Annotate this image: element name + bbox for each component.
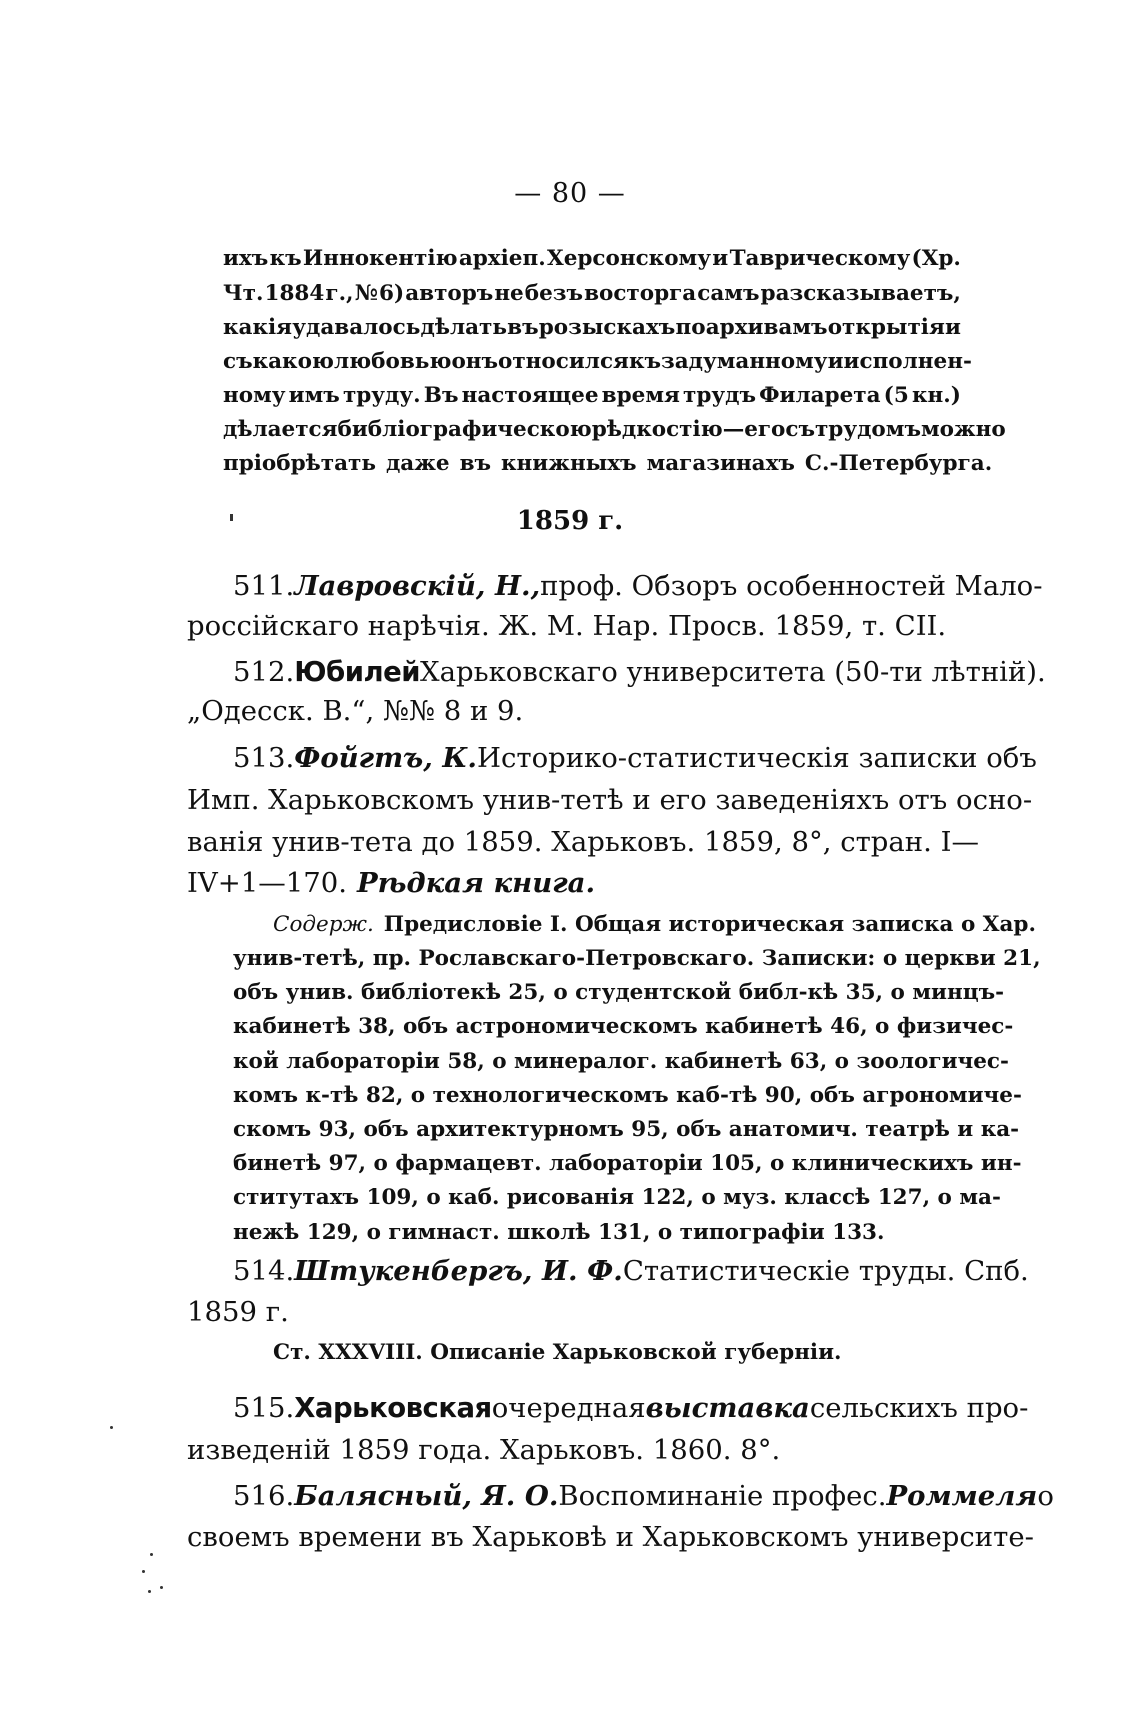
contents-first-line bbox=[273, 912, 1036, 937]
intro-word: открытія bbox=[827, 315, 945, 340]
entry-513-line-1 bbox=[233, 742, 1037, 774]
contents-text: ститутахъ 109, о каб. рисованія 122, о муз. классѣ 127, о ма- bbox=[233, 1185, 1001, 1210]
intro-word: разсказываетъ, bbox=[760, 281, 961, 306]
contents-line bbox=[233, 1014, 1014, 1039]
author-name: Балясный, Я. О. bbox=[294, 1480, 559, 1512]
entry-text: изведеній 1859 года. Харьковъ. 1860. 8°. bbox=[187, 1434, 781, 1466]
intro-word: розыскахъ bbox=[538, 315, 676, 340]
intro-line bbox=[223, 246, 961, 271]
intro-word: архіеп. bbox=[458, 246, 546, 271]
entry-text: Историко-статистическія записки объ bbox=[476, 742, 1037, 774]
intro-word: и bbox=[945, 315, 961, 340]
intro-word: рѣдкостію—его bbox=[591, 417, 786, 442]
entry-text: Имп. Харьковскомъ унив-тетѣ и его заведеніяхъ отъ осно- bbox=[187, 784, 1033, 816]
contents-text: кабинетѣ 38, объ астрономическомъ кабинетѣ 46, о физичес- bbox=[233, 1014, 1014, 1039]
entry-513-line-4 bbox=[187, 867, 961, 899]
intro-word: какія bbox=[223, 315, 293, 340]
intro-word: ихъ bbox=[223, 246, 269, 271]
entry-heading-word: Юбилей bbox=[294, 656, 421, 688]
intro-word: Таврическому bbox=[729, 246, 911, 271]
contents-line bbox=[233, 1151, 1022, 1176]
author-name: Штукенбергъ, И. Ф. bbox=[294, 1255, 623, 1287]
intro-word: безъ bbox=[524, 281, 584, 306]
intro-word: кн.) bbox=[911, 383, 961, 408]
intro-word: по bbox=[675, 315, 706, 340]
entry-text: своемъ времени въ Харьковѣ и Харьковскомъ университе- bbox=[187, 1521, 1034, 1553]
entry-text: 1859 г. bbox=[187, 1296, 289, 1328]
emphasized-word: выставка bbox=[645, 1392, 810, 1424]
intro-line bbox=[223, 281, 961, 306]
contents-text: унив-тетѣ, пр. Рославскаго-Петровскаго. Записки: о церкви 21, bbox=[233, 946, 1041, 971]
entry-text: Харьковскаго университета (50-ти лѣтній). bbox=[420, 656, 1046, 688]
entry-text: россійскаго нарѣчія. Ж. М. Нар. Просв. 1859, т. CII. bbox=[187, 610, 947, 642]
contents-line bbox=[233, 1220, 961, 1245]
entry-text: Статистическіе труды. Спб. bbox=[622, 1255, 1029, 1287]
entry-heading-word: Харьковская bbox=[294, 1392, 492, 1424]
intro-word: съ bbox=[785, 417, 815, 442]
entry-511-line-2 bbox=[187, 610, 961, 642]
intro-word: дѣлается bbox=[223, 417, 338, 442]
contents-line bbox=[233, 1049, 1009, 1074]
entry-513-line-2 bbox=[187, 784, 1033, 816]
intro-line bbox=[223, 315, 961, 340]
intro-word: Херсонскому bbox=[547, 246, 711, 271]
contents-text: бинетѣ 97, о фармацевт. лабораторіи 105, о клиническихъ ин- bbox=[233, 1151, 1022, 1176]
entry-514-note bbox=[273, 1340, 961, 1365]
contents-line bbox=[233, 1083, 1022, 1108]
entry-text: ванія унив-тета до 1859. Харьковъ. 1859, 8°, стран. I— bbox=[187, 826, 979, 858]
year-heading: 1859 г. bbox=[516, 506, 624, 536]
intro-word: магазинахъ bbox=[646, 451, 795, 476]
contents-text: скомъ 93, объ архитектурномъ 95, объ анатомич. театрѣ и ка- bbox=[233, 1117, 1020, 1142]
entry-text: о bbox=[1037, 1480, 1054, 1512]
intro-word: Въ bbox=[423, 383, 459, 408]
entry-number: 515. bbox=[233, 1392, 295, 1424]
intro-word: архивамъ bbox=[705, 315, 828, 340]
entry-516-line-1 bbox=[233, 1480, 1054, 1512]
entry-text: „Одесск. В.“, №№ 8 и 9. bbox=[187, 695, 524, 727]
contents-text: Предисловіе I. Общая историческая записка о Хар. bbox=[383, 912, 1036, 937]
contents-text: комъ к-тѣ 82, о технологическомъ каб-тѣ 90, объ агрономиче- bbox=[233, 1083, 1022, 1108]
entry-text: Воспоминаніе профес. bbox=[558, 1480, 887, 1512]
intro-word: (Хр. bbox=[911, 246, 961, 271]
entry-number: 512. bbox=[233, 656, 295, 688]
intro-word: ному bbox=[223, 383, 286, 408]
intro-word: пріобрѣтать bbox=[223, 451, 376, 476]
print-speck bbox=[230, 514, 233, 521]
intro-line bbox=[223, 383, 961, 408]
intro-word: библіографическою bbox=[337, 417, 592, 442]
intro-word: авторъ bbox=[405, 281, 494, 306]
intro-word: Иннокентію bbox=[302, 246, 458, 271]
intro-word: въ bbox=[507, 315, 539, 340]
intro-word: С.-Петербурга. bbox=[804, 451, 993, 476]
intro-word: г., bbox=[325, 281, 354, 306]
intro-word: и bbox=[712, 246, 729, 271]
entry-number: 511. bbox=[233, 570, 295, 602]
intro-line bbox=[223, 451, 993, 476]
contents-label: Содерж. bbox=[273, 912, 374, 937]
print-speck bbox=[142, 1570, 145, 1573]
intro-word: трудъ bbox=[683, 383, 756, 408]
print-speck bbox=[160, 1586, 163, 1589]
author-name: Фойгтъ, К. bbox=[294, 742, 477, 774]
contents-line bbox=[233, 1185, 1001, 1210]
contents-line bbox=[233, 946, 1041, 971]
intro-word: и bbox=[827, 349, 844, 374]
intro-word: дѣлать bbox=[420, 315, 507, 340]
contents-line bbox=[233, 1117, 1020, 1142]
intro-word: Чт. bbox=[223, 281, 264, 306]
entry-number: 514. bbox=[233, 1255, 295, 1287]
intro-word: относился bbox=[498, 349, 629, 374]
intro-word: къ bbox=[628, 349, 661, 374]
entry-text: сельскихъ про- bbox=[809, 1392, 1029, 1424]
entry-516-line-2 bbox=[187, 1521, 1034, 1553]
intro-word: можно bbox=[920, 417, 1006, 442]
intro-word: 6) bbox=[379, 281, 405, 306]
entry-number: 513. bbox=[233, 742, 295, 774]
intro-line bbox=[223, 417, 1006, 442]
print-speck bbox=[148, 1590, 151, 1593]
contents-text: нежѣ 129, о гимнаст. школѣ 131, о типографіи 133. bbox=[233, 1220, 885, 1245]
author-name: Лавровскій, Н., bbox=[294, 570, 541, 602]
emphasized-word: Роммеля bbox=[886, 1480, 1038, 1512]
rare-book-note: Рѣдкая книга. bbox=[357, 867, 596, 899]
intro-word: трудомъ bbox=[814, 417, 921, 442]
intro-word: книжныхъ bbox=[501, 451, 637, 476]
intro-word: время bbox=[601, 383, 680, 408]
entry-number: 516. bbox=[233, 1480, 295, 1512]
intro-word: любовью bbox=[333, 349, 452, 374]
intro-word: удавалось bbox=[292, 315, 421, 340]
intro-line bbox=[223, 349, 972, 374]
print-speck bbox=[150, 1553, 153, 1556]
entry-512-line-2 bbox=[187, 695, 961, 727]
intro-word: настоящее bbox=[461, 383, 599, 408]
intro-word: труду. bbox=[342, 383, 421, 408]
entry-note: Ст. XXXVIII. Описаніе Харьковской губерніи. bbox=[273, 1340, 842, 1365]
intro-word: самъ bbox=[697, 281, 760, 306]
entry-515-line-2 bbox=[187, 1434, 961, 1466]
entry-515-line-1 bbox=[233, 1392, 1029, 1424]
contents-text: кой лабораторіи 58, о минералог. кабинетѣ 63, о зоологичес- bbox=[233, 1049, 1009, 1074]
entry-514-line-1 bbox=[233, 1255, 1029, 1287]
contents-line bbox=[233, 980, 1004, 1005]
intro-word: имъ bbox=[288, 383, 340, 408]
intro-word: какою bbox=[252, 349, 334, 374]
entry-512-line-1 bbox=[233, 656, 1046, 688]
intro-word: даже bbox=[385, 451, 450, 476]
intro-word: задуманному bbox=[660, 349, 828, 374]
intro-word: 1884 bbox=[264, 281, 325, 306]
contents-text: объ унив. библіотекѣ 25, о студентской библ-кѣ 35, о минцъ- bbox=[233, 980, 1004, 1005]
print-speck bbox=[110, 1426, 113, 1429]
intro-word: къ bbox=[269, 246, 302, 271]
intro-word: съ bbox=[223, 349, 253, 374]
intro-word: восторга bbox=[584, 281, 697, 306]
entry-513-line-3 bbox=[187, 826, 979, 858]
intro-word: не bbox=[494, 281, 524, 306]
intro-word: Филарета bbox=[759, 383, 881, 408]
intro-word: (5 bbox=[883, 383, 909, 408]
entry-text: очередная bbox=[491, 1392, 646, 1424]
entry-text: IV+1—170. bbox=[187, 867, 347, 899]
page-number: — 80 — bbox=[514, 178, 626, 209]
entry-text: проф. Обзоръ особенностей Мало- bbox=[540, 570, 1043, 602]
intro-word: онъ bbox=[451, 349, 499, 374]
entry-514-line-2 bbox=[187, 1296, 961, 1328]
intro-word: № bbox=[354, 281, 378, 306]
intro-word: исполнен- bbox=[843, 349, 972, 374]
entry-511-line-1 bbox=[233, 570, 1043, 602]
intro-word: въ bbox=[459, 451, 492, 476]
